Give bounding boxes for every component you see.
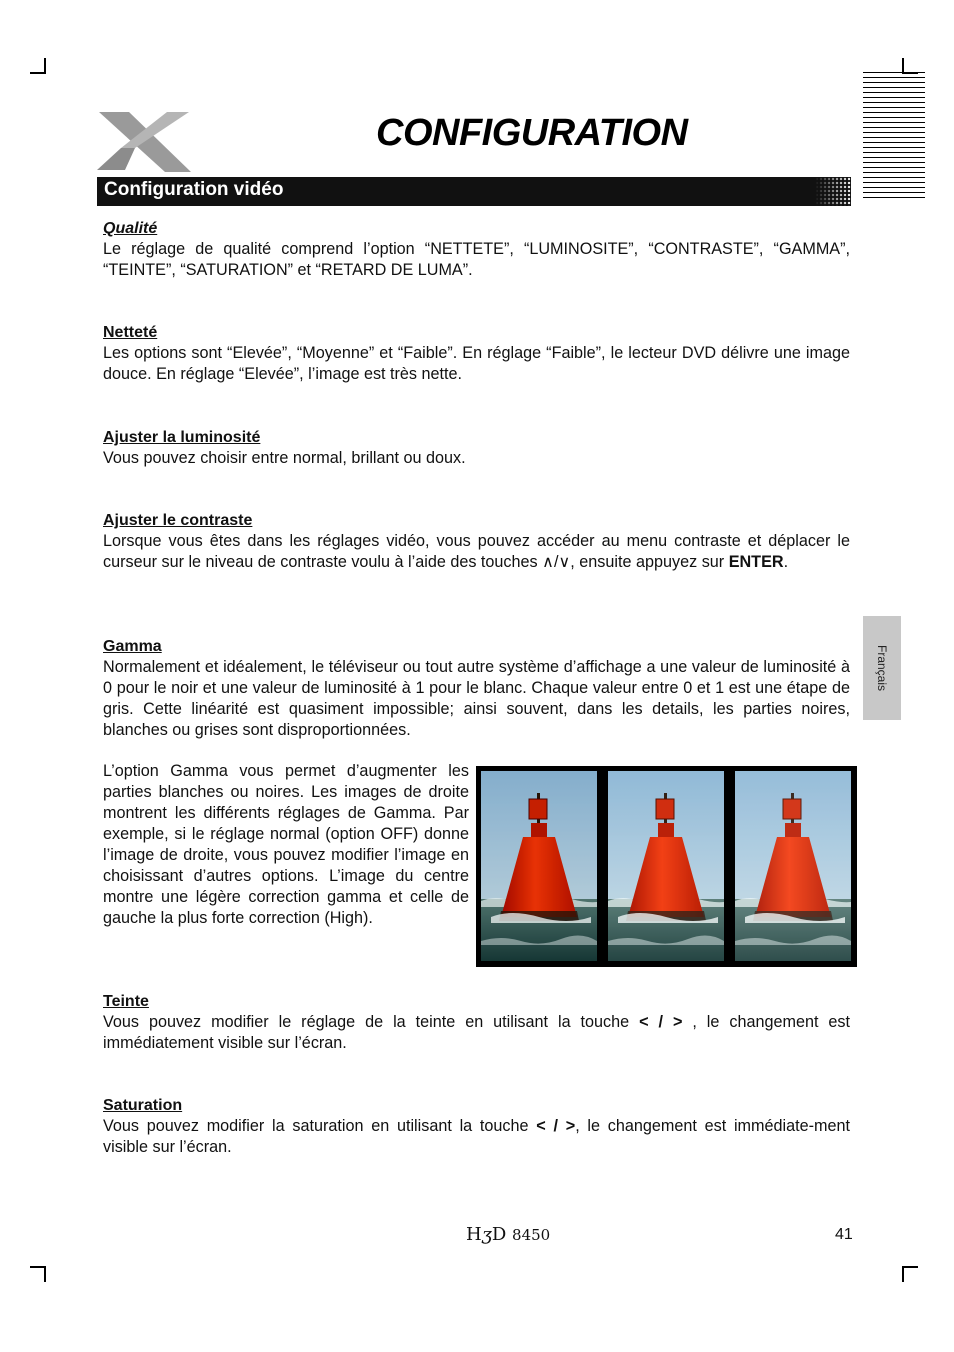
nettete-block — [103, 322, 850, 385]
crop-mark-bottom-left — [30, 1266, 46, 1282]
contraste-text-end: . — [783, 553, 789, 571]
qualite-block — [103, 218, 850, 281]
saturation-text-main: Vous pouvez modifier la saturation en utilisant la touche — [103, 1117, 537, 1135]
saturation-heading: Saturation — [103, 1097, 183, 1114]
teinte-text-end: , le changement est immédiatement visible sur l’écran. — [103, 1013, 850, 1052]
page-number: 41 — [835, 1226, 853, 1243]
model-logo — [466, 1224, 550, 1245]
gamma-photo-high — [481, 771, 597, 961]
saturation-keys: < / > — [536, 1117, 576, 1135]
enter-key: ENTER — [728, 553, 784, 571]
teinte-text — [103, 1012, 850, 1054]
gamma-comparison-image — [476, 766, 857, 967]
brand-x-logo — [95, 108, 195, 176]
model-logo-mid: D — [491, 1224, 507, 1245]
section-title: Configuration vidéo — [104, 179, 284, 200]
teinte-keys: < / > — [639, 1013, 683, 1031]
contraste-heading: Ajuster le contraste — [103, 512, 253, 529]
saturation-block — [103, 1095, 850, 1158]
nettete-text: Les options sont “Elevée”, “Moyenne” et “Faible”. En réglage “Faible”, le lecteur DVD délivre une image douce. En réglage “Elevée”, l’image est très nette. — [103, 344, 850, 383]
page-title: CONFIGURATION — [376, 112, 688, 154]
section-header — [97, 177, 851, 206]
luminosite-text: Vous pouvez choisir entre normal, brillant ou doux. — [103, 449, 466, 467]
decorative-stripes — [863, 72, 925, 198]
gamma-detail-text: L’option Gamma vous permet d’augmenter les parties blanches ou noires. Les images de droite montrent les différents réglages de Gamma. Par exemple, si le réglage normal (option OFF) donne l’image de droite, vous pouvez modifier l’image en choisissant d’autres options. L’image du centre montre une légère correction gamma et celle de gauche la plus forte correction (High). — [103, 762, 469, 927]
gamma-photo-off — [735, 771, 851, 961]
gamma-detail-block — [103, 761, 469, 929]
gamma-photo-low — [608, 771, 724, 961]
model-number: 8450 — [512, 1226, 551, 1244]
section-dots-decoration — [815, 177, 851, 206]
teinte-heading: Teinte — [103, 993, 149, 1010]
crop-mark-top-left — [30, 58, 46, 74]
contraste-text-main: Lorsque vous êtes dans les réglages vidéo, vous pouvez accéder au menu contraste et déplacer le curseur sur le niveau de contraste voulu à l’aide des touches ∧/∨, ensuite appuyez sur — [103, 532, 850, 571]
qualite-text: Le réglage de qualité comprend l’option “NETTETE”, “LUMINOSITE”, “CONTRASTE”, “GAMMA”, “TEINTE”, “SATURATION” et “RETARD DE LUMA”. — [103, 240, 850, 279]
saturation-text — [103, 1116, 850, 1158]
qualite-heading: Qualité — [103, 220, 158, 237]
gamma-text: Normalement et idéalement, le téléviseur ou tout autre système d’affichage a une valeur de luminosité à 0 pour le noir et une valeur de luminosité à 1 pour le blanc. Chaque valeur entre 0 et 1 est une étape de gris. Cette linéarité est quasiment impossible; ainsi souvent, dans les details, les parties noires, blanches ou grises sont disproportionnées. — [103, 658, 850, 739]
gamma-heading: Gamma — [103, 638, 162, 655]
crop-mark-bottom-right — [902, 1266, 918, 1282]
gamma-block — [103, 636, 850, 741]
contraste-block — [103, 510, 850, 573]
teinte-block — [103, 991, 850, 1054]
teinte-text-main: Vous pouvez modifier le réglage de la teinte en utilisant la touche — [103, 1013, 640, 1031]
language-tab-label: Français — [875, 644, 889, 692]
model-logo-prefix: H — [466, 1224, 482, 1245]
language-tab — [863, 616, 901, 720]
luminosite-block — [103, 427, 850, 469]
model-logo-swirl-icon: ʒ — [481, 1224, 492, 1245]
saturation-text-end: , le changement est immédiate-ment visible sur l’écran. — [103, 1117, 851, 1156]
luminosite-heading: Ajuster la luminosité — [103, 429, 261, 446]
nettete-heading: Netteté — [103, 324, 158, 341]
contraste-text — [103, 531, 850, 573]
